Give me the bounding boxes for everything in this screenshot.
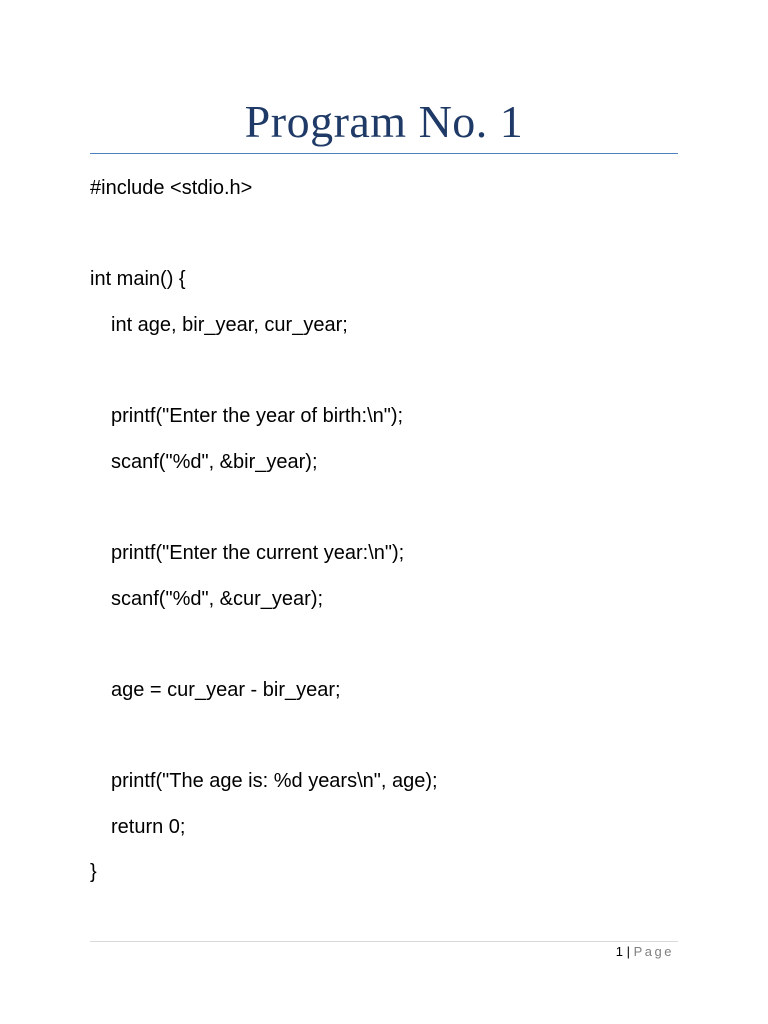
code-line-include: #include <stdio.h> xyxy=(90,177,253,199)
page-number: 1 xyxy=(615,944,623,959)
code-block xyxy=(90,0,678,1024)
code-line-age-calc: age = cur_year - bir_year; xyxy=(111,679,341,701)
code-line-printf-current: printf("Enter the current year:\n"); xyxy=(111,542,405,564)
code-line-close-brace: } xyxy=(90,861,97,883)
page-title: Program No. 1 xyxy=(244,96,524,147)
code-line-scanf-birth: scanf("%d", &bir_year); xyxy=(111,451,318,473)
page-footer xyxy=(616,944,674,960)
code-line-printf-birth: printf("Enter the year of birth:\n"); xyxy=(111,405,404,427)
code-line-printf-age: printf("The age is: %d years\n", age); xyxy=(111,770,438,792)
code-line-return: return 0; xyxy=(111,816,186,838)
page-label: Page xyxy=(633,944,674,959)
page-separator: | xyxy=(626,944,630,959)
footer-rule xyxy=(90,941,678,942)
code-line-declarations: int age, bir_year, cur_year; xyxy=(111,314,348,336)
code-line-scanf-current: scanf("%d", &cur_year); xyxy=(111,588,324,610)
code-line-main: int main() { xyxy=(90,268,186,290)
